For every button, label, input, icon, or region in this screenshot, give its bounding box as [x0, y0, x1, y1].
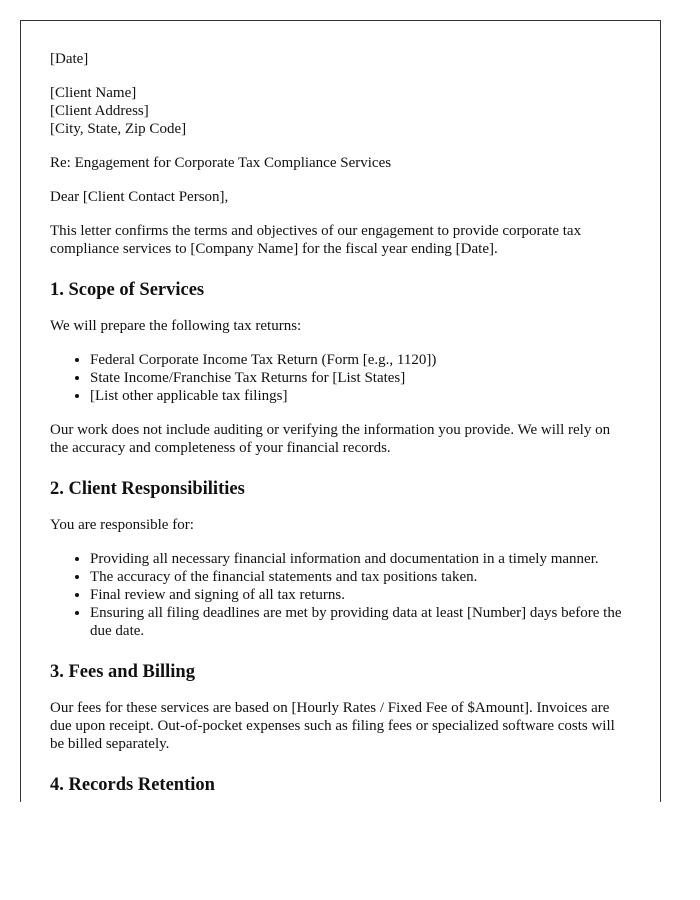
- intro-paragraph: This letter confirms the terms and objectives of our engagement to provide corporate tax compliance services to [Company Name] for the fiscal year ending [Date].: [50, 223, 582, 257]
- list-item: • Ensuring all filing deadlines are met by providing data at least [Number] days before the due date.: [90, 604, 632, 640]
- scope-disclaimer: Our work does not include auditing or verifying the information you provide. We will rely on the accuracy and completeness of your financial records.: [50, 422, 611, 456]
- salutation: Dear [Client Contact Person],: [50, 189, 229, 205]
- section-heading-records: 4. Records Retention: [50, 775, 215, 795]
- letter-page: [20, 20, 661, 802]
- section-heading-scope: 1. Scope of Services: [50, 280, 205, 300]
- recipient-name: [Client Name]: [50, 85, 137, 101]
- letter-date: [Date]: [50, 51, 89, 67]
- list-item: • The accuracy of the financial statements and tax positions taken.: [90, 568, 632, 586]
- list-item: • [List other applicable tax filings]: [90, 387, 632, 405]
- section-heading-fees: 3. Fees and Billing: [50, 662, 195, 682]
- list-item: • Final review and signing of all tax returns.: [90, 586, 632, 604]
- list-item: • State Income/Franchise Tax Returns for [List States]: [90, 369, 632, 387]
- list-item: • Federal Corporate Income Tax Return (Form [e.g., 1120]): [90, 351, 632, 369]
- recipient-block: [50, 84, 632, 138]
- section-heading-responsibilities: 2. Client Responsibilities: [50, 479, 245, 499]
- responsibilities-lead: You are responsible for:: [50, 517, 194, 533]
- list-item: • Providing all necessary financial information and documentation in a timely manner.: [90, 550, 632, 568]
- recipient-address: [Client Address]: [50, 103, 149, 119]
- recipient-city: [City, State, Zip Code]: [50, 121, 187, 137]
- fees-paragraph: Our fees for these services are based on [Hourly Rates / Fixed Fee of $Amount]. Invoices are due upon receipt. Out-of-pocket expenses such as filing fees or specialized software costs will be billed separately.: [50, 700, 615, 752]
- responsibilities-list: [50, 550, 632, 640]
- scope-lead: We will prepare the following tax returns:: [50, 318, 302, 334]
- scope-list: [50, 351, 632, 405]
- subject-line: Re: Engagement for Corporate Tax Compliance Services: [50, 155, 392, 171]
